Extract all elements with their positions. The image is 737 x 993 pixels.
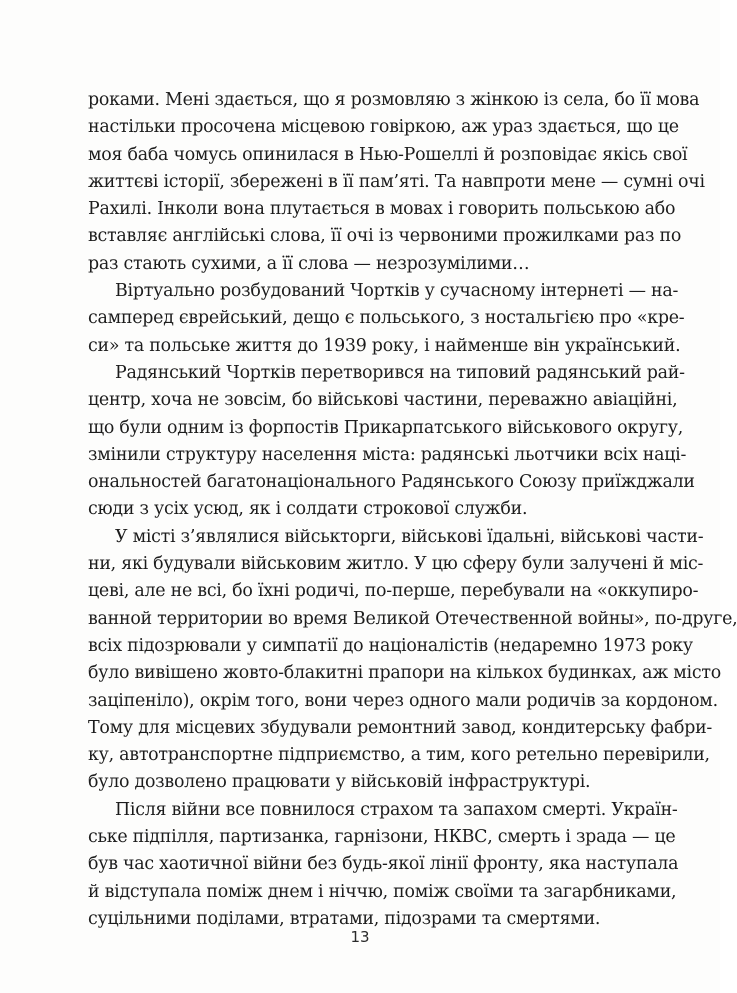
text-line: роками. Мені здається, що я розмовляю з жінкою із села, бо її мова: [88, 90, 700, 110]
text-line: У місті з’являлися військторги, військові їдальні, військові части-: [115, 526, 704, 547]
text-line: ональностей багатонаціонального Радянського Союзу приїжджали: [88, 472, 695, 493]
text-line: було вивішено жовто-блакитні прапори на кількох будинках, аж місто: [88, 663, 721, 684]
text-line: самперед єврейський, дещо є польського, з ностальгією про «кре-: [88, 308, 685, 329]
text-line: Тому для місцевих збудували ремонтний завод, кондитерську фабри-: [88, 717, 713, 738]
page-number: 13: [350, 928, 370, 946]
text-line: Радянський Чортків перетворився на типовий радянський рай-: [115, 362, 685, 383]
text-line: Рахилі. Інколи вона плутається в мовах і говорить польською або: [88, 199, 676, 220]
text-line: заціпеніло), окрім того, вони через одного мали родичів за кордоном.: [88, 690, 718, 711]
body-text: [88, 87, 737, 933]
text-line: Віртуально розбудований Чортків у сучасному інтернеті — на-: [115, 281, 679, 302]
text-line: Після війни все повнилося страхом та запахом смерті. Україн-: [115, 799, 678, 820]
text-line: настільки просочена місцевою говіркою, аж ураз здається, що це: [88, 117, 679, 138]
text-line: змінили структуру населення міста: радянські льотчики всіх наці-: [88, 444, 687, 465]
text-line: раз стають сухими, а її слова — незрозумілими…: [88, 253, 530, 274]
text-line: ванной территории во время Великой Отечественной войны», по-друге,: [88, 608, 737, 629]
text-line: ни, які будували військовим житло. У цю сферу були залучені й міс-: [88, 554, 704, 575]
text-line: був час хаотичної війни без будь-якої лінії фронту, яка наступала: [88, 854, 679, 875]
text-line: було дозволено працювати у військовій інфраструктурі.: [88, 772, 591, 793]
text-line: си» та польське життя до 1939 року, і найменше він український.: [88, 335, 681, 356]
text-line: суцільними поділами, втратами, підозрами та смертями.: [88, 908, 601, 929]
text-line: ку, автотранспортне підприємство, а тим, кого ретельно перевірили,: [88, 745, 710, 766]
text-line: вставляє англійські слова, її очі із червоними прожилками раз по: [88, 226, 682, 247]
text-line: всіх підозрювали у симпатії до націоналістів (недаремно 1973 року: [88, 635, 693, 656]
text-line: й відступала поміж днем і ніччю, поміж своїми та загарбниками,: [88, 881, 677, 902]
text-line: ське підпілля, партизанка, гарнізони, НКВС, смерть і зрада — це: [88, 827, 676, 848]
text-line: центр, хоча не зовсім, бо військові частини, переважно авіаційні,: [88, 390, 678, 411]
text-line: сюди з усіх усюд, як і солдати строкової служби.: [88, 499, 528, 520]
text-line: що були одним із форпостів Прикарпатського військового округу,: [88, 417, 683, 438]
text-line: цеві, але не всі, бо їхні родичі, по-перше, перебували на «оккупиро-: [88, 581, 699, 602]
text-line: моя баба чомусь опинилася в Нью-Рошеллі й розповідає якісь свої: [88, 144, 688, 165]
text-line: життєві історії, збережені в її пам’яті. Та навпроти мене — сумні очі: [88, 171, 705, 192]
